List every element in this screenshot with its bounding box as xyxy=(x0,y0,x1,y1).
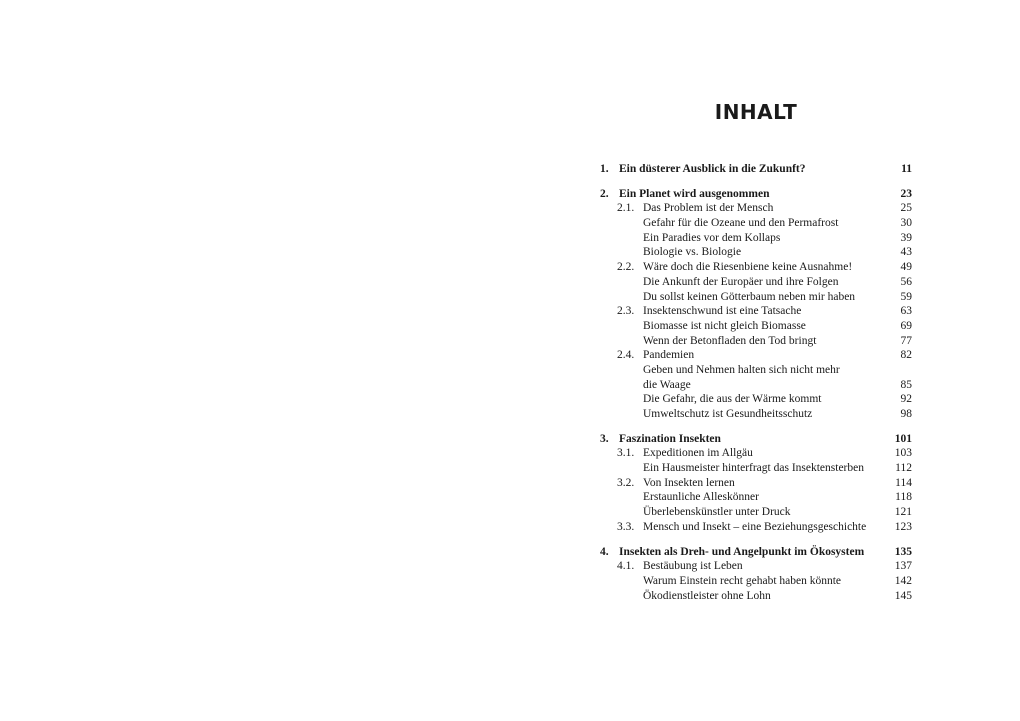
section-number: 4.1. xyxy=(617,560,635,573)
toc-section[interactable] xyxy=(600,446,912,461)
page-number: 11 xyxy=(901,163,912,175)
page-title: INHALT xyxy=(714,100,798,124)
chapter-title: Insekten als Dreh- und Angelpunkt im Ökosystem xyxy=(619,545,865,558)
entry-title: Wenn der Betonfladen den Tod bringt xyxy=(643,334,817,347)
section-number: 3.3. xyxy=(617,520,635,533)
toc-section[interactable] xyxy=(600,201,912,216)
page-number: 85 xyxy=(900,378,912,391)
toc-subsection[interactable] xyxy=(600,505,912,520)
page-number: 63 xyxy=(900,305,912,318)
toc-subsection[interactable] xyxy=(600,363,912,378)
toc-subsection[interactable] xyxy=(600,461,912,476)
toc-section[interactable] xyxy=(600,476,912,491)
entry-title: Warum Einstein recht gehabt haben könnte xyxy=(643,574,842,587)
toc-chapter xyxy=(600,162,912,177)
toc-subsection[interactable] xyxy=(600,407,912,422)
entry-title: Ein Paradies vor dem Kollaps xyxy=(643,231,781,244)
page-number: 77 xyxy=(900,334,912,347)
page-number: 92 xyxy=(900,393,912,406)
toc-chapter xyxy=(600,432,912,535)
toc-subsection[interactable] xyxy=(600,589,912,604)
page-number: 30 xyxy=(900,217,912,230)
toc-subsection[interactable] xyxy=(600,245,912,260)
toc-chapter-heading[interactable] xyxy=(600,187,912,202)
toc-subsection[interactable] xyxy=(600,216,912,231)
entry-title: Die Ankunft der Europäer und ihre Folgen xyxy=(643,275,839,288)
toc-section[interactable] xyxy=(600,260,912,275)
page-number: 43 xyxy=(900,246,912,259)
page-number: 123 xyxy=(894,520,912,533)
toc-section[interactable] xyxy=(600,304,912,319)
chapter-number: 4. xyxy=(600,545,609,558)
section-number: 2.3. xyxy=(617,305,635,318)
entry-title: Das Problem ist der Mensch xyxy=(643,202,774,215)
toc-subsection[interactable] xyxy=(600,275,912,290)
toc-subsection[interactable] xyxy=(600,490,912,505)
toc-chapter-heading[interactable] xyxy=(600,432,912,447)
entry-title: die Waage xyxy=(643,378,691,391)
section-number: 2.2. xyxy=(617,261,635,274)
toc-subsection[interactable] xyxy=(600,392,912,407)
toc-chapter-heading[interactable] xyxy=(600,162,912,177)
section-number: 3.1. xyxy=(617,447,635,460)
toc-subsection[interactable] xyxy=(600,231,912,246)
page-number: 112 xyxy=(895,462,912,475)
page-number: 145 xyxy=(894,589,912,602)
chapter-title: Ein Planet wird ausgenommen xyxy=(619,187,770,200)
toc-subsection[interactable] xyxy=(600,574,912,589)
entry-title: Erstaunliche Alleskönner xyxy=(643,491,759,504)
chapter-number: 1. xyxy=(600,163,609,175)
entry-title: Umweltschutz ist Gesundheitsschutz xyxy=(643,408,813,420)
toc-chapter-heading[interactable] xyxy=(600,545,912,560)
page-number: 103 xyxy=(894,447,912,460)
toc-subsection[interactable] xyxy=(600,334,912,349)
page-number: 118 xyxy=(895,491,912,504)
page-number: 69 xyxy=(900,319,912,332)
table-of-contents xyxy=(600,162,912,613)
toc-section[interactable] xyxy=(600,520,912,535)
entry-title: Mensch und Insekt – eine Beziehungsgeschichte xyxy=(643,520,867,533)
entry-title: Ein Hausmeister hinterfragt das Insektensterben xyxy=(643,462,864,475)
toc-subsection[interactable] xyxy=(600,290,912,305)
page-number: 101 xyxy=(894,432,912,445)
entry-title: Biologie vs. Biologie xyxy=(643,246,742,259)
toc-chapter xyxy=(600,545,912,604)
page-number: 49 xyxy=(900,261,912,274)
entry-title: Gefahr für die Ozeane und den Permafrost xyxy=(643,217,839,230)
toc-section[interactable] xyxy=(600,559,912,574)
page-number: 114 xyxy=(895,476,912,489)
page-number: 59 xyxy=(900,290,912,303)
toc-chapter xyxy=(600,187,912,422)
entry-title: Überlebenskünstler unter Druck xyxy=(643,506,791,519)
page-number: 25 xyxy=(900,202,912,215)
page-number: 98 xyxy=(900,408,912,420)
section-number: 2.4. xyxy=(617,349,635,362)
chapter-number: 2. xyxy=(600,187,609,200)
page-number: 121 xyxy=(894,506,912,519)
section-number: 3.2. xyxy=(617,476,635,489)
entry-title: Bestäubung ist Leben xyxy=(643,560,743,573)
entry-title: Geben und Nehmen halten sich nicht mehr xyxy=(643,363,840,376)
entry-title: Insektenschwund ist eine Tatsache xyxy=(643,305,802,318)
toc-subsection[interactable] xyxy=(600,319,912,334)
page-number: 137 xyxy=(894,560,912,573)
toc-section[interactable] xyxy=(600,348,912,363)
entry-title: Biomasse ist nicht gleich Biomasse xyxy=(643,319,806,332)
entry-title: Von Insekten lernen xyxy=(643,476,735,489)
page-number: 135 xyxy=(894,545,912,558)
page-number: 23 xyxy=(900,187,912,200)
entry-title: Expeditionen im Allgäu xyxy=(643,447,753,460)
entry-title: Pandemien xyxy=(643,349,695,362)
section-number: 2.1. xyxy=(617,202,635,215)
page-number: 142 xyxy=(894,574,912,587)
entry-title: Ökodienstleister ohne Lohn xyxy=(643,589,771,602)
entry-title: Du sollst keinen Götterbaum neben mir haben xyxy=(643,290,856,303)
entry-title: Die Gefahr, die aus der Wärme kommt xyxy=(643,393,822,406)
page-number: 56 xyxy=(900,275,912,288)
chapter-number: 3. xyxy=(600,432,609,445)
toc-subsection[interactable] xyxy=(600,378,912,393)
page-number: 82 xyxy=(900,349,912,362)
entry-title: Wäre doch die Riesenbiene keine Ausnahme! xyxy=(643,261,853,274)
chapter-title: Faszination Insekten xyxy=(619,432,721,445)
page-number: 39 xyxy=(900,231,912,244)
chapter-title: Ein düsterer Ausblick in die Zukunft? xyxy=(619,163,806,175)
